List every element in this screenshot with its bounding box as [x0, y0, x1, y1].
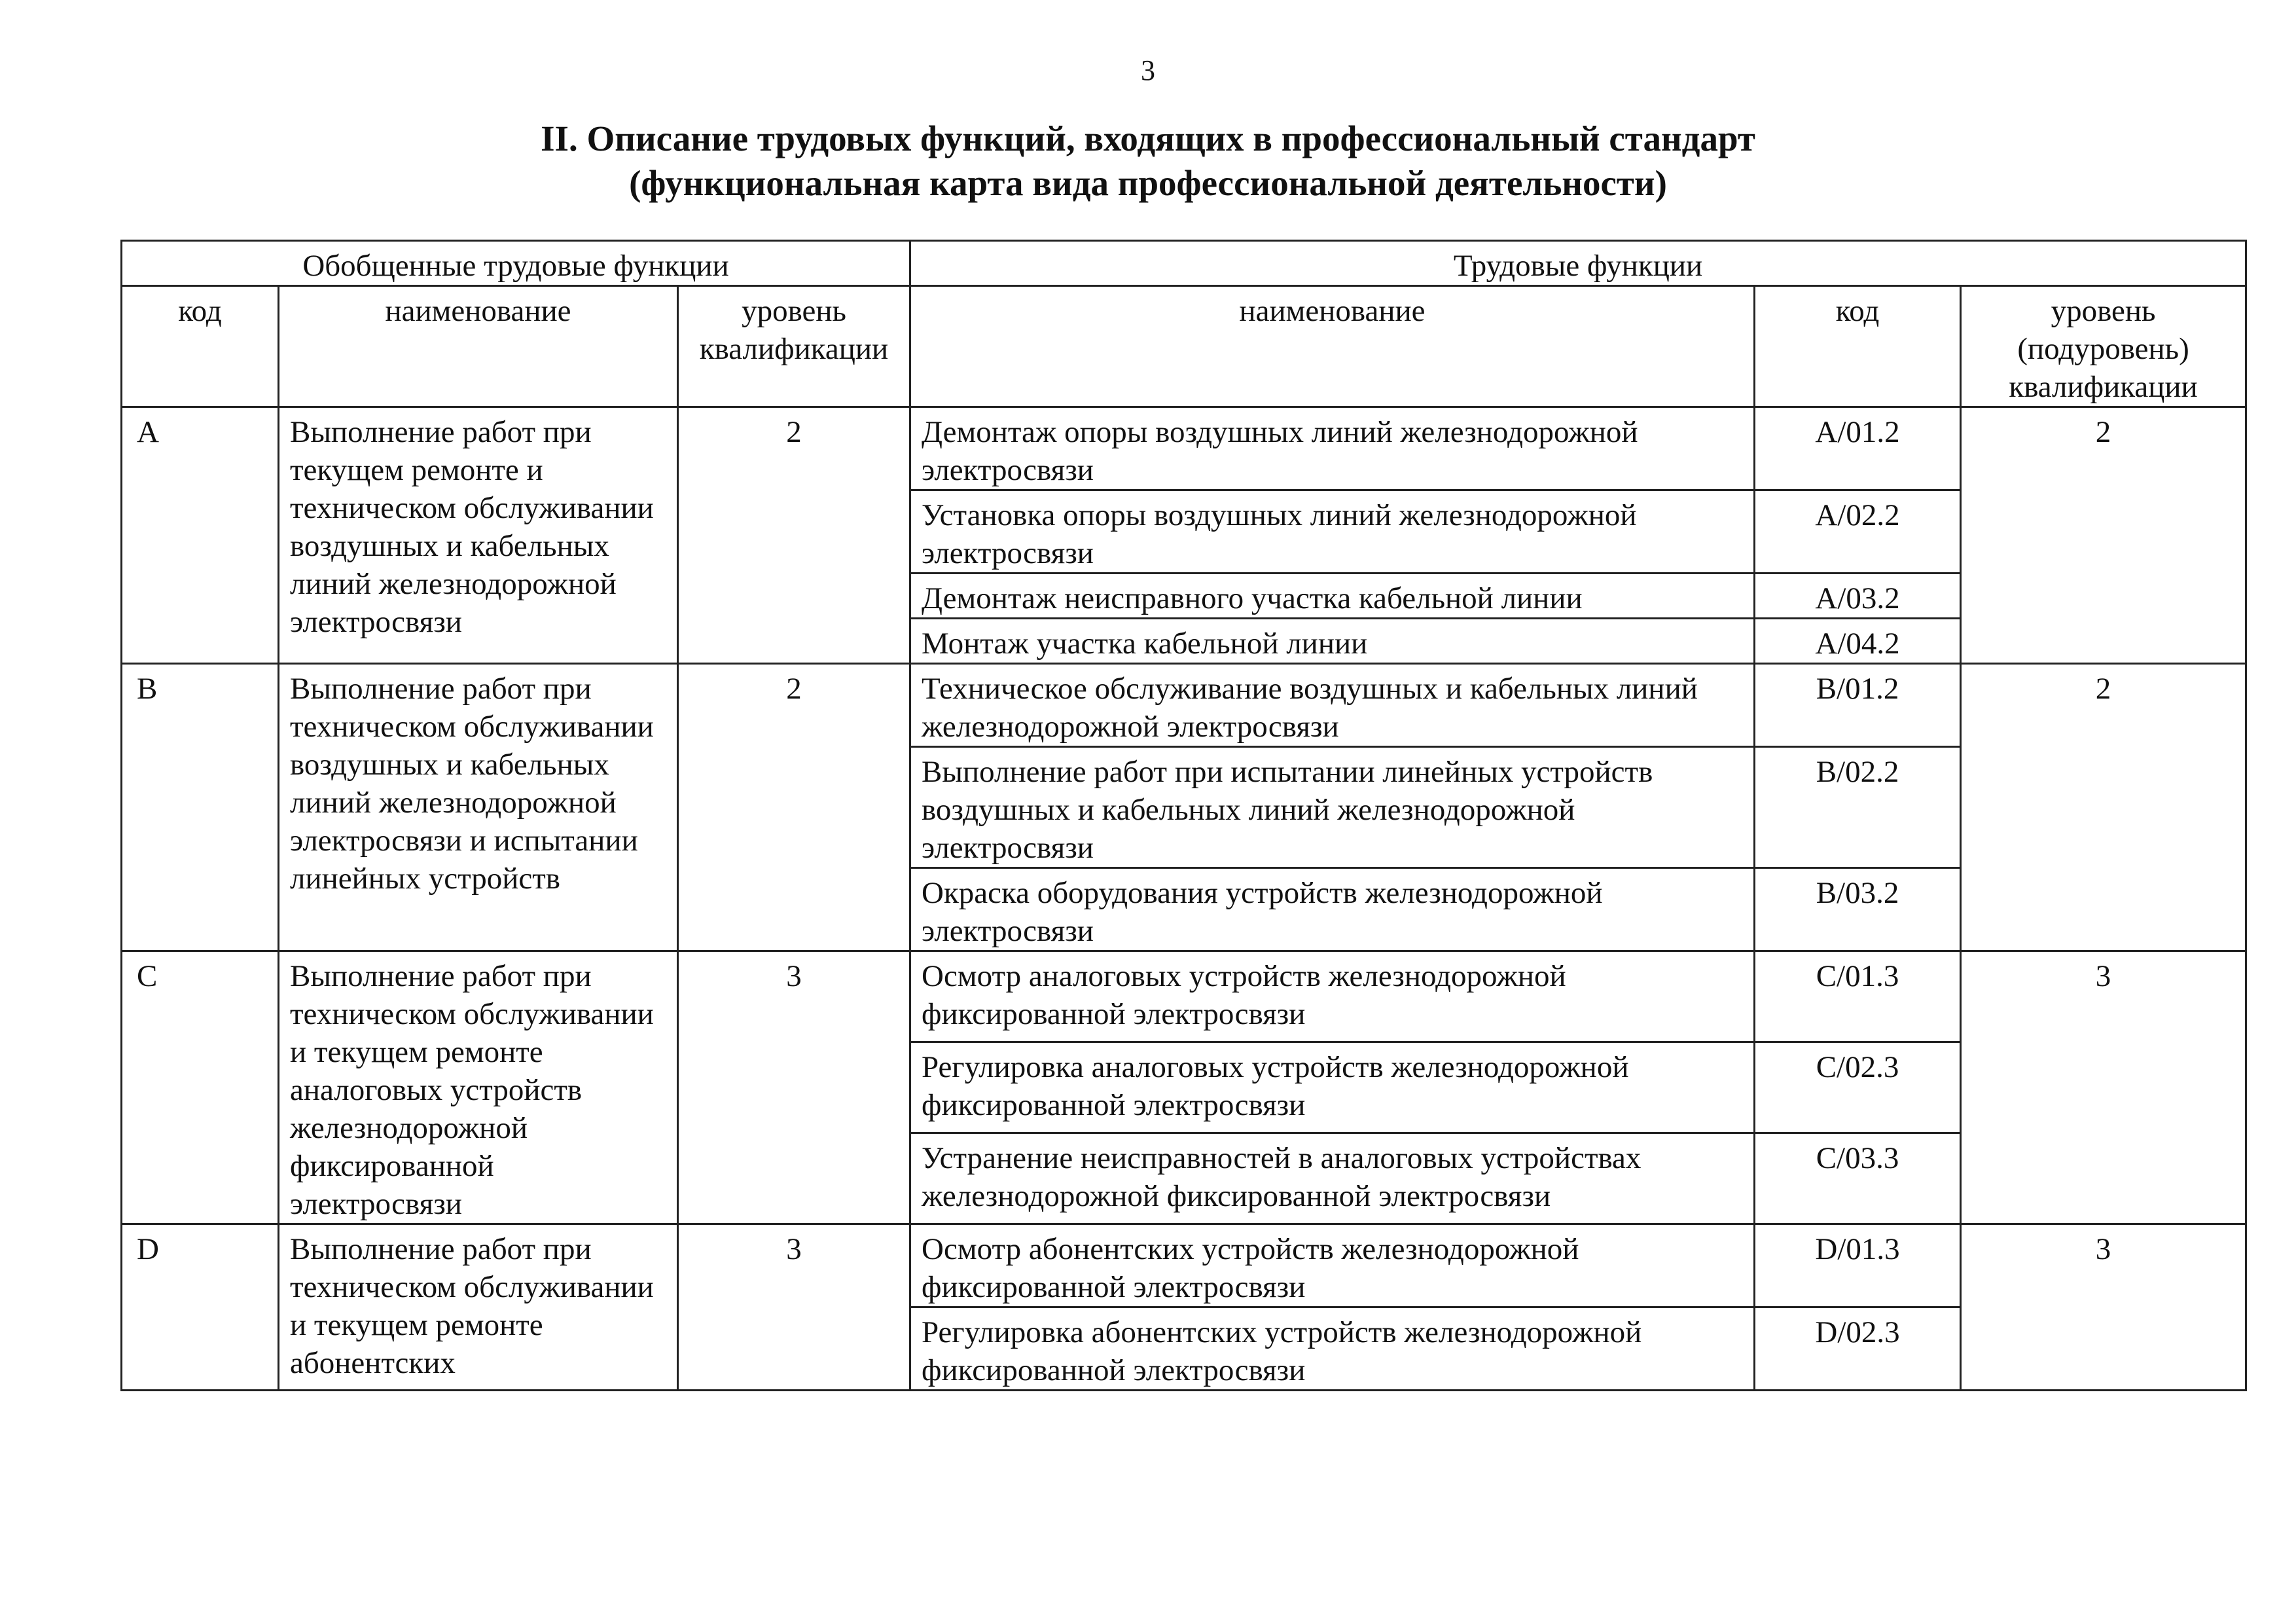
function-name: Выполнение работ при испытании линейных устройств воздушных и кабельных линий железнодорожной электросвязи — [910, 747, 1755, 868]
col-header-tf-code: код — [1755, 286, 1961, 407]
group-level: 3 — [678, 951, 910, 1224]
table-row — [122, 407, 2246, 490]
group-header-row — [122, 241, 2246, 286]
col-header-gen-level: уровень квалификации — [678, 286, 910, 407]
function-code: D/01.3 — [1755, 1224, 1961, 1307]
function-name: Осмотр абонентских устройств железнодорожной фиксированной электросвязи — [910, 1224, 1755, 1307]
function-name: Техническое обслуживание воздушных и кабельных линий железнодорожной электросвязи — [910, 664, 1755, 747]
group-level: 2 — [678, 664, 910, 951]
group-code: D — [122, 1224, 279, 1391]
function-name: Демонтаж опоры воздушных линий железнодорожной электросвязи — [910, 407, 1755, 490]
group-code: C — [122, 951, 279, 1224]
table-row — [122, 951, 2246, 1042]
function-name: Установка опоры воздушных линий железнодорожной электросвязи — [910, 490, 1755, 574]
page-number: 3 — [1141, 54, 1155, 86]
col-header-tf-name: наименование — [910, 286, 1755, 407]
function-sublevel: 2 — [1961, 407, 2246, 664]
function-code: A/01.2 — [1755, 407, 1961, 490]
function-name: Монтаж участка кабельной линии — [910, 619, 1755, 664]
function-code: A/02.2 — [1755, 490, 1961, 574]
function-code: C/01.3 — [1755, 951, 1961, 1042]
generalized-functions-header: Обобщенные трудовые функции — [122, 241, 910, 286]
function-code: B/03.2 — [1755, 868, 1961, 951]
column-header-row — [122, 286, 2246, 407]
function-code: B/02.2 — [1755, 747, 1961, 868]
section-title-line-2: (функциональная карта вида профессиональной деятельности) — [629, 163, 1667, 203]
function-sublevel: 3 — [1961, 1224, 2246, 1391]
function-name: Окраска оборудования устройств железнодорожной электросвязи — [910, 868, 1755, 951]
col-header-tf-level: уровень (подуровень) квалификации — [1961, 286, 2246, 407]
group-level: 2 — [678, 407, 910, 664]
function-name: Осмотр аналоговых устройств железнодорожной фиксированной электросвязи — [910, 951, 1755, 1042]
function-code: D/02.3 — [1755, 1307, 1961, 1391]
labor-functions-header: Трудовые функции — [910, 241, 2246, 286]
group-code: A — [122, 407, 279, 664]
function-code: C/02.3 — [1755, 1042, 1961, 1133]
functional-map-table — [120, 240, 2247, 1391]
function-name: Регулировка аналоговых устройств железнодорожной фиксированной электросвязи — [910, 1042, 1755, 1133]
section-title — [0, 117, 2296, 206]
function-name: Демонтаж неисправного участка кабельной линии — [910, 574, 1755, 619]
table-row — [122, 1224, 2246, 1307]
function-code: C/03.3 — [1755, 1133, 1961, 1224]
function-code: B/01.2 — [1755, 664, 1961, 747]
group-level: 3 — [678, 1224, 910, 1391]
group-name: Выполнение работ при техническом обслуживании и текущем ремонте аналоговых устройств железнодорожной фиксированной электросвязи — [279, 951, 678, 1224]
col-header-gen-name: наименование — [279, 286, 678, 407]
group-name: Выполнение работ при техническом обслуживании воздушных и кабельных линий железнодорожной электросвязи и испытании линейных устройств — [279, 664, 678, 951]
function-code: A/04.2 — [1755, 619, 1961, 664]
function-sublevel: 3 — [1961, 951, 2246, 1224]
function-name: Регулировка абонентских устройств железнодорожной фиксированной электросвязи — [910, 1307, 1755, 1391]
group-code: B — [122, 664, 279, 951]
section-title-line-1: II. Описание трудовых функций, входящих в профессиональный стандарт — [541, 119, 1755, 158]
function-sublevel: 2 — [1961, 664, 2246, 951]
group-name: Выполнение работ при текущем ремонте и техническом обслуживании воздушных и кабельных линий железнодорожной электросвязи — [279, 407, 678, 664]
group-name: Выполнение работ при техническом обслуживании и текущем ремонте абонентских — [279, 1224, 678, 1391]
function-name: Устранение неисправностей в аналоговых устройствах железнодорожной фиксированной электросвязи — [910, 1133, 1755, 1224]
col-header-gen-code: код — [122, 286, 279, 407]
function-code: A/03.2 — [1755, 574, 1961, 619]
table-row — [122, 664, 2246, 747]
